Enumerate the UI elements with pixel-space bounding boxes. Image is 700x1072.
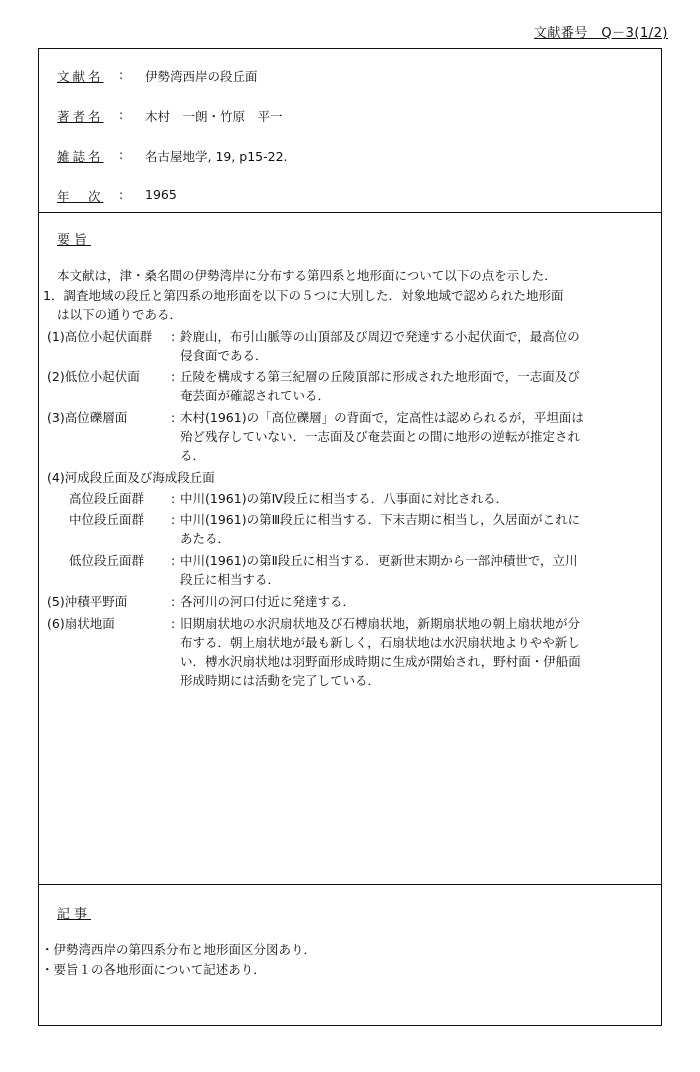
year-row bbox=[57, 187, 177, 205]
author-value: 木村 一朗・竹原 平一 bbox=[145, 109, 283, 124]
entry-4c-label: 低位段丘面群 bbox=[69, 553, 145, 568]
entry-2-sep: : bbox=[171, 369, 176, 384]
entry-3-line2: 殆ど残存していない．一志面及び奄芸面との間に地形の逆転が推定され bbox=[180, 429, 581, 444]
entry-3-sep: : bbox=[171, 410, 176, 425]
year-label: 年 次 bbox=[57, 189, 104, 204]
entry-4b-line1: 中川(1961)の第Ⅲ段丘に相当する．下末吉期に相当し，久居面がこれに bbox=[180, 512, 581, 527]
entry-4c-line2: 段丘に相当する． bbox=[180, 572, 281, 587]
notes-heading: 記事 bbox=[57, 907, 92, 922]
author-label: 著者名 bbox=[57, 109, 104, 124]
author-colon: : bbox=[119, 107, 124, 122]
title-value: 伊勢湾西岸の段丘面 bbox=[145, 69, 258, 84]
journal-row bbox=[57, 147, 288, 165]
entry-4a-line1: 中川(1961)の第Ⅳ段丘に相当する．八事面に対比される． bbox=[180, 491, 509, 506]
entry-6-line1: 旧期扇状地の水沢扇状地及び石榑扇状地，新期扇状地の朝上扇状地が分 bbox=[180, 616, 581, 631]
entry-3-line1: 木村(1961)の「高位礫層」の背面で，定高性は認められるが，平坦面は bbox=[180, 410, 584, 425]
item1-line2: は以下の通りである． bbox=[57, 307, 183, 322]
entry-2-line2: 奄芸面が確認されている． bbox=[180, 388, 331, 403]
entry-1-label: (1)高位小起伏面群 bbox=[47, 329, 153, 344]
entry-6-label: (6)扇状地面 bbox=[47, 616, 115, 631]
notes-section bbox=[39, 885, 661, 1027]
entry-6-sep: : bbox=[171, 616, 176, 631]
entry-5-sep: : bbox=[171, 594, 176, 609]
entry-1-sep: : bbox=[171, 329, 176, 344]
item1-line1: 1．調査地域の段丘と第四系の地形面を以下の５つに大別した．対象地域で認められた地形面 bbox=[43, 288, 564, 303]
entry-6-line4: 形成時期には活動を完了している． bbox=[180, 673, 381, 688]
journal-label: 雑誌名 bbox=[57, 149, 104, 164]
entry-6-line3: い．榑水沢扇状地は羽野面形成時期に生成が開始され，野村面・伊船面 bbox=[180, 654, 581, 669]
entry-1-line1: 鈴鹿山，布引山脈等の山頂部及び周辺で発達する小起伏面で，最高位の bbox=[180, 329, 580, 344]
entry-4b-label: 中位段丘面群 bbox=[69, 512, 145, 527]
journal-value: 名古屋地学, 19, p15-22. bbox=[145, 149, 288, 164]
metadata-section bbox=[39, 49, 661, 213]
title-label: 文献名 bbox=[57, 69, 104, 84]
summary-intro: 本文献は，津・桑名間の伊勢湾岸に分布する第四系と地形面について以下の点を示した． bbox=[57, 268, 557, 283]
entry-4c-sep: : bbox=[171, 553, 176, 568]
entry-4b-line2: あたる． bbox=[180, 531, 231, 546]
author-row bbox=[57, 107, 283, 125]
entry-2-label: (2)低位小起伏面 bbox=[47, 369, 140, 384]
year-value: 1965 bbox=[145, 187, 177, 202]
year-colon: : bbox=[119, 187, 124, 202]
summary-heading: 要旨 bbox=[57, 233, 92, 248]
entry-1-line2: 侵食面である． bbox=[180, 348, 268, 363]
entry-6-line2: 布する．朝上扇状地が最も新しく，石扇状地は水沢扇状地よりやや新し bbox=[180, 635, 580, 650]
entry-3-label: (3)高位礫層面 bbox=[47, 410, 128, 425]
summary-section bbox=[39, 213, 661, 885]
entry-2-line1: 丘陵を構成する第三紀層の丘陵頂部に形成された地形面で，一志面及び bbox=[180, 369, 580, 384]
entry-4b-sep: : bbox=[171, 512, 176, 527]
journal-colon: : bbox=[119, 147, 124, 162]
document-number: 文献番号 Q－3(1/2) bbox=[533, 26, 668, 41]
document-frame bbox=[38, 48, 662, 1026]
entry-4-label: (4)河成段丘面及び海成段丘面 bbox=[47, 470, 215, 485]
title-colon: : bbox=[119, 67, 124, 82]
entry-4a-label: 高位段丘面群 bbox=[69, 491, 145, 506]
entry-5-line1: 各河川の河口付近に発達する． bbox=[180, 594, 356, 609]
entry-5-label: (5)沖積平野面 bbox=[47, 594, 128, 609]
entry-3-line3: る． bbox=[180, 448, 206, 463]
entry-4a-sep: : bbox=[171, 491, 176, 506]
title-row bbox=[57, 67, 258, 85]
note-item-1: ・伊勢湾西岸の第四系分布と地形面区分図あり． bbox=[41, 942, 317, 957]
note-item-2: ・要旨１の各地形面について記述あり． bbox=[41, 962, 266, 977]
entry-4c-line1: 中川(1961)の第Ⅱ段丘に相当する．更新世末期から一部沖積世で，立川 bbox=[180, 553, 578, 568]
